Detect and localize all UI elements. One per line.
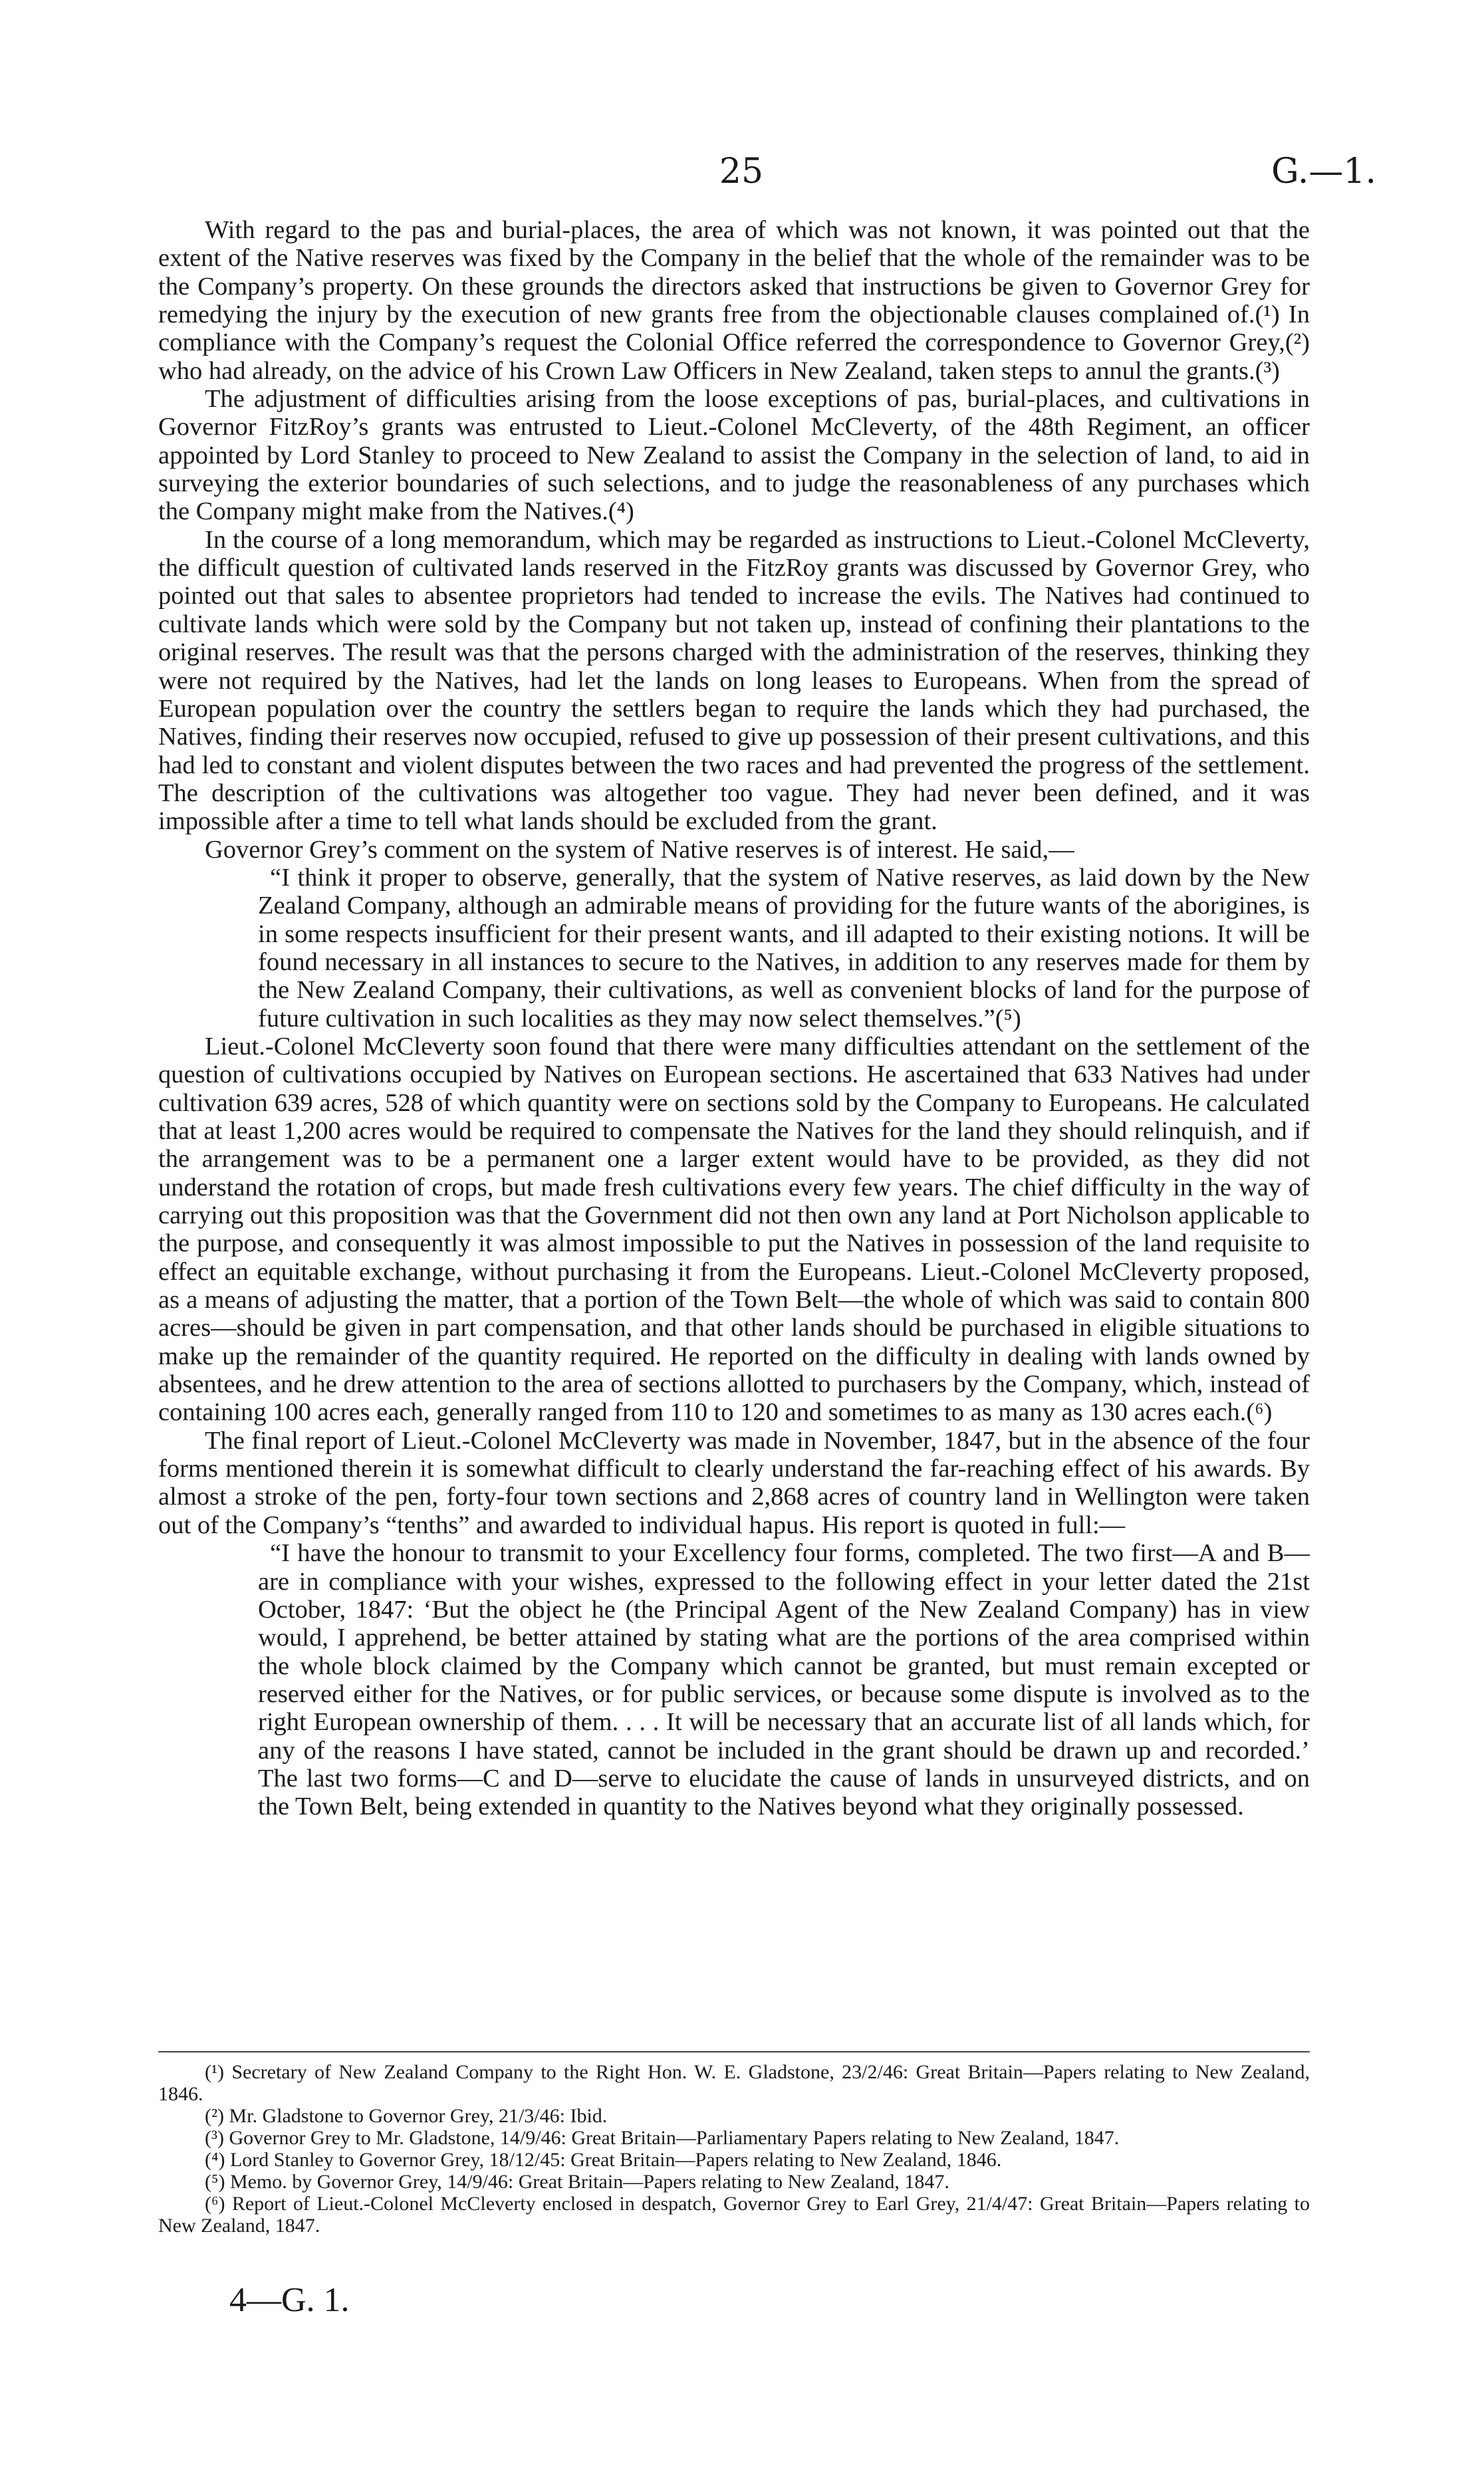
document-reference: G.—1. [1271,152,1376,191]
paragraph: Governor Grey’s comment on the system of Native reserves is of interest. He said,— [205,835,1074,864]
body-text [158,216,1310,1821]
footnote: (³) Governor Grey to Mr. Gladstone, 14/9/46: Great Britain—Parliamentary Papers relating to New Zealand, 1847. [205,2127,1120,2149]
footnote-divider [158,2051,1310,2052]
footnote: (¹) Secretary of New Zealand Company to the Right Hon. W. E. Gladstone, 23/2/46: Great Britain—Papers relating to New Zealand, 1846. [158,2061,1310,2105]
paragraph: In the course of a long memorandum, which may be regarded as instructions to Lieut.-Colonel McCleverty, the difficult question of cultivated lands reserved in the FitzRoy grants was discussed by Governor Grey, who pointed out that sales to absentee proprietors had tended to increase the evils. The Natives had continued to cultivate lands which were sold by the Company but not taken up, instead of confining their plantations to the original reserves. The result was that the persons charged with the administration of the reserves, thinking they were not required by the Natives, had let the lands on long leases to Europeans. When from the spread of European population over the country the settlers began to require the lands which they had purchased, the Natives, finding their reserves now occupied, refused to give up possession of their present cultivations, and this had led to constant and violent disputes between the two races and had prevented the progress of the settlement. The description of the cultivations was altogether too vague. They had never been defined, and it was impossible after a time to tell what lands should be excluded from the grant. [158,525,1310,836]
footnote: (⁶) Report of Lieut.-Colonel McCleverty enclosed in despatch, Governor Grey to Earl Grey, 21/4/47: Great Britain—Papers relating to New Zealand, 1847. [158,2193,1310,2237]
signature-mark: 4—G. 1. [229,2281,350,2319]
footnotes [158,2061,1310,2237]
block-quote: “I have the honour to transmit to your Excellency four forms, completed. The two first—A and B—are in compliance with your wishes, expressed to the following effect in your letter dated the 21st October, 1847: ‘But the object he (the Principal Agent of the New Zealand Company) has in view would, I apprehend, be better attained by stating what are the portions of the area comprised within the whole block claimed by the Company which cannot be granted, but must remain excepted or reserved either for the Natives, or for public services, or because some dispute is involved as to the right European ownership of them. . . . It will be necessary that an accurate list of all lands which, for any of the reasons I have stated, cannot be included in the grant should be drawn up and recorded.’ The last two forms—C and D—serve to elucidate the cause of lands in unsurveyed districts, and on the Town Belt, being extended in quantity to the Natives beyond what they originally possessed. [258,1539,1310,1821]
paragraph: The final report of Lieut.-Colonel McCleverty was made in November, 1847, but in the absence of the four forms mentioned therein it is somewhat difficult to clearly understand the far-reaching effect of his awards. By almost a stroke of the pen, forty-four town sections and 2,868 acres of country land in Wellington were taken out of the Company’s “tenths” and awarded to individual hapus. His report is quoted in full:— [158,1426,1310,1539]
paragraph: With regard to the pas and burial-places, the area of which was not known, it was pointed out that the extent of the Native reserves was fixed by the Company in the belief that the whole of the remainder was to be the Company’s property. On these grounds the directors asked that instructions be given to Governor Grey for remedying the injury by the execution of new grants free from the objectionable clauses complained of.(¹) In compliance with the Company’s request the Colonial Office referred the correspondence to Governor Grey,(²) who had already, on the advice of his Crown Law Officers in New Zealand, taken steps to annul the grants.(³) [158,216,1310,385]
footnote: (⁴) Lord Stanley to Governor Grey, 18/12/45: Great Britain—Papers relating to New Zealand, 1846. [205,2149,1002,2171]
footnote: (⁵) Memo. by Governor Grey, 14/9/46: Great Britain—Papers relating to New Zealand, 1847. [205,2171,949,2193]
page-number: 25 [719,152,764,191]
paragraph: Lieut.-Colonel McCleverty soon found that there were many difficulties attendant on the settlement of the question of cultivations occupied by Natives on European sections. He ascertained that 633 Natives had under cultivation 639 acres, 528 of which quantity were on sections sold by the Company to Europeans. He calculated that at least 1,200 acres would be required to compensate the Natives for the land they should relinquish, and if the arrangement was to be a permanent one a larger extent would have to be provided, as they did not understand the rotation of crops, but made fresh cultivations every few years. The chief difficulty in the way of carrying out this proposition was that the Government did not then own any land at Port Nicholson applicable to the purpose, and consequently it was almost impossible to put the Natives in possession of the land requisite to effect an equitable exchange, without purchasing it from the Europeans. Lieut.-Colonel McCleverty proposed, as a means of adjusting the matter, that a portion of the Town Belt—the whole of which was said to contain 800 acres—should be given in part compensation, and that other lands should be purchased in eligible situations to make up the remainder of the quantity required. He reported on the difficulty in dealing with lands owned by absentees, and he drew attention to the area of sections allotted to purchasers by the Company, which, instead of containing 100 acres each, generally ranged from 110 to 120 and sometimes to as many as 130 acres each.(⁶) [158,1032,1310,1427]
footnote: (²) Mr. Gladstone to Governor Grey, 21/3/46: Ibid. [205,2105,608,2127]
block-quote: “I think it proper to observe, generally, that the system of Native reserves, as laid down by the New Zealand Company, although an admirable means of providing for the future wants of the aborigines, is in some respects insufficient for their present wants, and ill adapted to their existing notions. It will be found necessary in all instances to secure to the Natives, in addition to any reserves made for them by the New Zealand Company, their cultivations, as well as convenient blocks of land for the purpose of future cultivation in such localities as they may now select themselves.”(⁵) [258,863,1310,1033]
paragraph: The adjustment of difficulties arising from the loose exceptions of pas, burial-places, and cultivations in Governor FitzRoy’s grants was entrusted to Lieut.-Colonel McCleverty, of the 48th Regiment, an officer appointed by Lord Stanley to proceed to New Zealand to assist the Company in the selection of land, to aid in surveying the exterior boundaries of such selections, and to judge the reasonableness of any purchases which the Company might make from the Natives.(⁴) [158,385,1310,526]
